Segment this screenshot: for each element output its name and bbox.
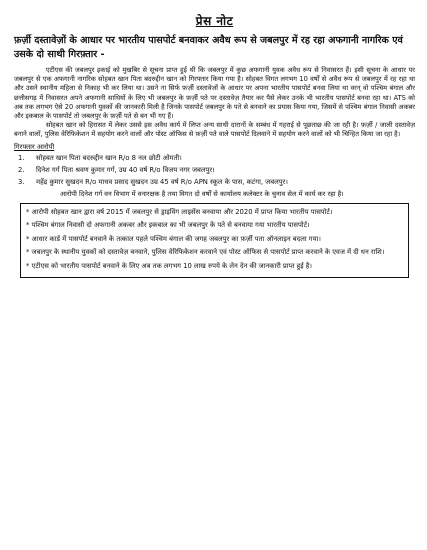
accused-note: आरोपी दिनेश गर्ग वन विभाग में वनारक्षक है तथा विगत दो वर्षों से कार्यालय कलेक्टर के चुनाव सेल में कार्य कर रहा है।: [60, 189, 344, 198]
headline: फ़र्ज़ी दस्तावेज़ों के आधार पर भारतीय पासपोर्ट बनवाकर अवैध रूप से जबलपुर में रह रहा अफगानी नागरिक एवं उसके दो साथी गिरफ़्तार -: [14, 35, 403, 60]
paragraph-2: सोहबत खान को हिरासत में लेकर उससे इस अवैध कार्य में लिप्त अन्य साथी दारानों के सम्बंध में गहराई से पूछताछ की जा रही है। फ़र्ज़ी / जाली दस्तावेज़ बनाने वालों, पुलिस वेरिफिकेशन में सहयोग करने वालों और पोस्ट ऑफिस से फ़र्ज़ी पते वाले पासपोर्ट दिलवाने में सहयोग करने वालों को भी चिन्हित किया जा रहा है।: [14, 121, 415, 139]
accused-item: [14, 153, 415, 164]
highlight-item: * एटीएस को भारतीय पासपोर्ट बनवाने के लिए अब तक लगभग 10 लाख रुपये के लेन देन की जानकारी प्राप्त हुई है।: [26, 261, 312, 270]
accused-text: महेंद्र कुमार सुखदन R/o माधव प्रसाद सुखदन उम्र 45 वर्ष R/o APN स्कूल के पास, कटंगा, जबलपुर।: [36, 177, 288, 186]
accused-number: 2.: [18, 165, 25, 174]
accused-heading: गिरफ्तार आरोपी: [14, 142, 55, 151]
accused-text: सोहबत खान पिता बदरुद्दीन खान R/o 8 नल छोटी ओमती।: [36, 153, 182, 162]
accused-item: [14, 165, 415, 176]
accused-list: [14, 153, 415, 188]
accused-number: 3.: [18, 177, 25, 186]
highlight-item: * आधार कार्ड में पासपोर्ट बनवाने के तत्काल पहले पश्चिम बंगाल की जगह जबलपुर का फ़र्ज़ी पता ऑनलाइन बदला गया।: [26, 234, 321, 243]
accused-number: 1.: [18, 153, 25, 162]
highlight-item: * आरोपी सोहबत खान द्वारा वर्ष 2015 में जबलपुर से ड्राइविंग लाइसेंस बनवाया और 2020 में प्राप्त किया भारतीय पासपोर्ट।: [26, 207, 333, 216]
highlight-item: * पश्चिम बंगाल निवासी दो अफगानी अकबर और इकबाल का भी जबलपुर के पते से बनवाया गया भारतीय पासपोर्ट।: [26, 221, 310, 230]
highlight-item: * जबलपुर के स्थानीय युवकों को दस्तावेज़ बनवाने, पुलिस वेरिफिकेशन करवाने एवं पोस्ट ऑफिस से पासपोर्ट प्राप्त करवाने के एवज में दी धन राशि।: [26, 248, 385, 257]
accused-item: [14, 177, 415, 188]
page-title: प्रेस नोट: [195, 14, 234, 28]
highlights-box: [20, 203, 409, 279]
paragraph-1: एटीएस की जबलपुर इकाई को मुखबिर से सूचना प्राप्त हुई थी कि जबलपुर में कुछ अफगानी युवक अवैध रूप से निवासरत हैं। इसी सूचना के आधार पर जबलपुर से एक अफगानी नागरिक सोहबत खान पिता बदरुद्दीन खान को गिरफ्तार किया गया है। सोहबत विगत लगभग 10 वर्षों से अवैध रूप से जबलपुर में रह रहा था और उसने स्थानीय महिला से निकाह भी कर लिया था। उसने ना सिर्फ फ़र्ज़ी दस्तावेजों के आधार पर अपना भारतीय पासपोर्ट बनवा लिया था वरन् वो पश्चिम बंगाल और छत्तीसगढ़ में निवासरत अपने अफगानी साथियों के लिए भी जबलपुर के फ़र्ज़ी पते पर दस्तावेज़ तैयार कर पैसे लेकर उनके भी भारतीय पासपोर्ट बनवा रहा था। ATS को अब तक लगभग ऐसे 20 अफगानी युवकों की जानकारी मिली है जिनके पासपोर्ट जबलपुर के पते से बनवाने का प्रयास किया गया, जिसमें से पश्चिम बंगाल निवासी अकबर और इकबाल के पासपोर्ट तो जबलपुर के फ़र्ज़ी पते से बन भी गए हैं।: [14, 66, 415, 121]
accused-text: दिनेश गर्ग पिता श्रवण कुमार गर्ग, उम्र 40 वर्ष R/o विजय नगर जबलपुर।: [36, 165, 215, 174]
